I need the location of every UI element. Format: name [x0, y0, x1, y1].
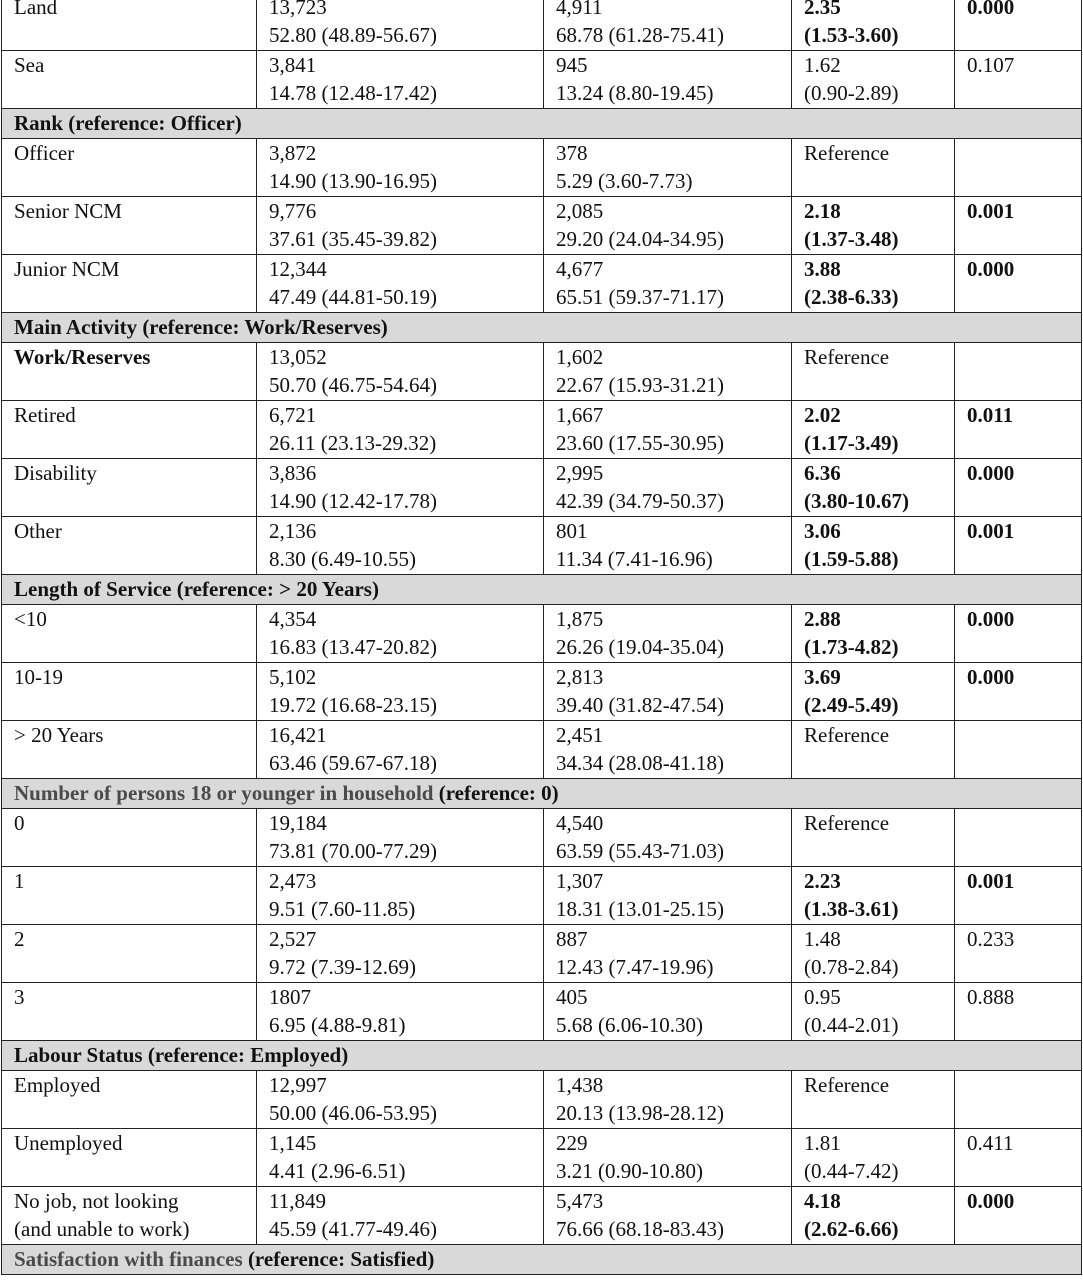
group-b-text: 20.13 (13.98-28.12)	[556, 1101, 724, 1125]
odds-ratio-text: 2.18	[804, 199, 841, 223]
odds-ratio-text: 6.36	[804, 461, 841, 485]
group-b-text: 22.67 (15.93-31.21)	[556, 373, 724, 397]
odds-ratio-text: (0.44-2.01)	[804, 1013, 899, 1037]
odds-ratio-text: (0.44-7.42)	[804, 1159, 899, 1183]
odds-ratio-text: Reference	[804, 345, 890, 369]
odds-ratio-text: 0.95	[804, 985, 841, 1009]
group-b-text: 42.39 (34.79-50.37)	[556, 489, 724, 513]
odds-ratio-cell	[792, 401, 955, 459]
section-title: Rank (reference: Officer)	[14, 111, 242, 135]
p-value-cell	[955, 343, 1082, 401]
row-label-text: 2	[14, 927, 25, 951]
odds-ratio-text: (2.62-6.66)	[804, 1217, 899, 1241]
group-b-text: 2,451	[556, 723, 604, 747]
row-label-cell	[2, 401, 257, 459]
row-label-text: Work/Reserves	[14, 345, 151, 369]
group-b-text: 26.26 (19.04-35.04)	[556, 635, 724, 659]
group-a-text: 45.59 (41.77-49.46)	[269, 1217, 437, 1241]
p-value-cell	[955, 517, 1082, 575]
section-header-cell	[2, 575, 1082, 605]
section-title: Length of Service (reference: > 20 Years)	[14, 577, 379, 601]
group-b-text: 1,667	[556, 403, 604, 427]
group-a-text: 12,344	[269, 257, 327, 281]
group-a-cell	[257, 1071, 544, 1129]
table-row	[2, 925, 1082, 983]
group-a-text: 52.80 (48.89-56.67)	[269, 23, 437, 47]
row-label-text: Disability	[14, 461, 97, 485]
row-label-text: Other	[14, 519, 62, 543]
p-value-text: 0.001	[967, 869, 1015, 893]
group-b-text: 2,085	[556, 199, 604, 223]
p-value-cell	[955, 925, 1082, 983]
group-b-cell	[544, 517, 792, 575]
p-value-cell	[955, 605, 1082, 663]
odds-ratio-text: 2.88	[804, 607, 841, 631]
p-value-text: 0.000	[967, 257, 1015, 281]
group-a-text: 4,354	[269, 607, 317, 631]
row-label-cell	[2, 343, 257, 401]
group-b-text: 12.43 (7.47-19.96)	[556, 955, 714, 979]
odds-ratio-text: (3.80-10.67)	[804, 489, 909, 513]
table-row	[2, 401, 1082, 459]
table-row	[2, 517, 1082, 575]
group-b-text: 1,875	[556, 607, 604, 631]
group-a-cell	[257, 663, 544, 721]
group-b-cell	[544, 867, 792, 925]
group-b-text: 65.51 (59.37-71.17)	[556, 285, 724, 309]
row-label-text: (and unable to work)	[14, 1217, 190, 1241]
section-title: Labour Status (reference: Employed)	[14, 1043, 349, 1067]
group-a-text: 9,776	[269, 199, 317, 223]
section-header-row	[2, 313, 1082, 343]
group-a-cell	[257, 0, 544, 51]
row-label-cell	[2, 1129, 257, 1187]
group-a-text: 73.81 (70.00-77.29)	[269, 839, 437, 863]
p-value-cell	[955, 197, 1082, 255]
group-a-cell	[257, 51, 544, 109]
group-b-cell	[544, 139, 792, 197]
group-a-text: 3,872	[269, 141, 317, 165]
group-b-text: 4,540	[556, 811, 604, 835]
group-b-text: 68.78 (61.28-75.41)	[556, 23, 724, 47]
group-a-text: 1807	[269, 985, 311, 1009]
group-a-text: 50.00 (46.06-53.95)	[269, 1101, 437, 1125]
row-label-text: 1	[14, 869, 25, 893]
group-a-text: 14.90 (12.42-17.78)	[269, 489, 437, 513]
group-a-cell	[257, 459, 544, 517]
p-value-cell	[955, 663, 1082, 721]
group-a-cell	[257, 721, 544, 779]
table-row	[2, 255, 1082, 313]
row-label-text: 3	[14, 985, 25, 1009]
table-row	[2, 1187, 1082, 1245]
group-a-text: 1,145	[269, 1131, 317, 1155]
odds-ratio-text: 2.23	[804, 869, 841, 893]
group-a-text: 11,849	[269, 1189, 326, 1213]
group-b-cell	[544, 925, 792, 983]
section-header-cell	[2, 1041, 1082, 1071]
table-row	[2, 605, 1082, 663]
group-a-cell	[257, 983, 544, 1041]
odds-ratio-cell	[792, 867, 955, 925]
results-table-body	[2, 0, 1082, 1275]
p-value-text: 0.011	[967, 403, 1014, 427]
odds-ratio-text: Reference	[804, 811, 890, 835]
group-a-text: 6,721	[269, 403, 317, 427]
odds-ratio-text: (1.38-3.61)	[804, 897, 899, 921]
group-b-text: 229	[556, 1131, 588, 1155]
odds-ratio-cell	[792, 343, 955, 401]
group-b-cell	[544, 401, 792, 459]
p-value-cell	[955, 459, 1082, 517]
table-row	[2, 343, 1082, 401]
group-a-text: 63.46 (59.67-67.18)	[269, 751, 437, 775]
p-value-text: 0.233	[967, 927, 1015, 951]
table-row	[2, 0, 1082, 51]
group-b-text: 945	[556, 53, 588, 77]
section-title: Main Activity (reference: Work/Reserves)	[14, 315, 388, 339]
odds-ratio-text: (2.49-5.49)	[804, 693, 899, 717]
odds-ratio-text: Reference	[804, 141, 890, 165]
group-a-text: 3,836	[269, 461, 317, 485]
p-value-text: 0.888	[967, 985, 1015, 1009]
odds-ratio-cell	[792, 1071, 955, 1129]
p-value-cell	[955, 1071, 1082, 1129]
group-a-text: 6.95 (4.88-9.81)	[269, 1013, 406, 1037]
table-row	[2, 663, 1082, 721]
group-b-text: 34.34 (28.08-41.18)	[556, 751, 724, 775]
row-label-cell	[2, 605, 257, 663]
row-label-cell	[2, 721, 257, 779]
group-b-cell	[544, 0, 792, 51]
group-b-cell	[544, 663, 792, 721]
p-value-cell	[955, 255, 1082, 313]
group-a-text: 13,723	[269, 0, 327, 19]
section-reference: (reference: Satisfied)	[242, 1247, 435, 1271]
group-b-cell	[544, 809, 792, 867]
odds-ratio-cell	[792, 197, 955, 255]
row-label-text: Officer	[14, 141, 75, 165]
group-b-text: 887	[556, 927, 588, 951]
row-label-text: Sea	[14, 53, 45, 77]
table-row	[2, 139, 1082, 197]
group-b-text: 5.29 (3.60-7.73)	[556, 169, 693, 193]
group-b-cell	[544, 51, 792, 109]
odds-ratio-text: (1.53-3.60)	[804, 23, 899, 47]
odds-ratio-cell	[792, 1187, 955, 1245]
p-value-cell	[955, 809, 1082, 867]
section-title: Satisfaction with finances	[14, 1247, 243, 1271]
row-label-cell	[2, 663, 257, 721]
odds-ratio-text: Reference	[804, 1073, 890, 1097]
odds-ratio-text: (0.78-2.84)	[804, 955, 899, 979]
p-value-text: 0.001	[967, 519, 1015, 543]
odds-ratio-text: 1.62	[804, 53, 841, 77]
table-row	[2, 1129, 1082, 1187]
group-b-text: 13.24 (8.80-19.45)	[556, 81, 714, 105]
group-b-cell	[544, 983, 792, 1041]
row-label-cell	[2, 867, 257, 925]
group-a-cell	[257, 867, 544, 925]
odds-ratio-text: 2.35	[804, 0, 841, 19]
group-a-text: 19.72 (16.68-23.15)	[269, 693, 437, 717]
table-row	[2, 459, 1082, 517]
group-a-text: 12,997	[269, 1073, 327, 1097]
table-row	[2, 809, 1082, 867]
odds-ratio-cell	[792, 459, 955, 517]
odds-ratio-text: 1.48	[804, 927, 841, 951]
section-header-cell	[2, 313, 1082, 343]
group-b-text: 2,813	[556, 665, 604, 689]
odds-ratio-cell	[792, 255, 955, 313]
group-a-text: 13,052	[269, 345, 327, 369]
p-value-text: 0.000	[967, 665, 1015, 689]
row-label-cell	[2, 1187, 257, 1245]
group-b-text: 378	[556, 141, 588, 165]
odds-ratio-cell	[792, 721, 955, 779]
row-label-text: No job, not looking	[14, 1189, 179, 1213]
p-value-text: 0.000	[967, 607, 1015, 631]
row-label-text: <10	[14, 607, 47, 631]
p-value-text: 0.000	[967, 1189, 1015, 1213]
row-label-cell	[2, 925, 257, 983]
row-label-text: Senior NCM	[14, 199, 122, 223]
group-a-text: 19,184	[269, 811, 327, 835]
group-a-text: 4.41 (2.96-6.51)	[269, 1159, 406, 1183]
section-header-cell	[2, 779, 1082, 809]
group-a-text: 5,102	[269, 665, 317, 689]
group-a-cell	[257, 1187, 544, 1245]
group-a-text: 2,473	[269, 869, 317, 893]
row-label-text: Land	[14, 0, 58, 19]
group-b-text: 63.59 (55.43-71.03)	[556, 839, 724, 863]
p-value-text: 0.000	[967, 0, 1015, 19]
p-value-cell	[955, 139, 1082, 197]
group-a-text: 2,527	[269, 927, 317, 951]
row-label-cell	[2, 459, 257, 517]
group-a-cell	[257, 605, 544, 663]
group-b-text: 405	[556, 985, 588, 1009]
group-a-cell	[257, 401, 544, 459]
row-label-text: Junior NCM	[14, 257, 120, 281]
group-b-text: 1,307	[556, 869, 604, 893]
group-b-cell	[544, 343, 792, 401]
group-a-text: 37.61 (35.45-39.82)	[269, 227, 437, 251]
p-value-cell	[955, 867, 1082, 925]
group-a-cell	[257, 139, 544, 197]
group-a-text: 14.90 (13.90-16.95)	[269, 169, 437, 193]
table-row	[2, 983, 1082, 1041]
group-b-cell	[544, 605, 792, 663]
group-a-cell	[257, 809, 544, 867]
table-row	[2, 721, 1082, 779]
group-a-cell	[257, 197, 544, 255]
p-value-cell	[955, 1129, 1082, 1187]
p-value-text: 0.001	[967, 199, 1015, 223]
p-value-cell	[955, 983, 1082, 1041]
group-b-text: 39.40 (31.82-47.54)	[556, 693, 724, 717]
row-label-cell	[2, 139, 257, 197]
row-label-cell	[2, 983, 257, 1041]
group-b-text: 5,473	[556, 1189, 604, 1213]
group-b-cell	[544, 1187, 792, 1245]
row-label-text: Unemployed	[14, 1131, 123, 1155]
row-label-text: 10-19	[14, 665, 63, 689]
row-label-cell	[2, 517, 257, 575]
section-header-cell	[2, 1245, 1082, 1275]
group-b-text: 3.21 (0.90-10.80)	[556, 1159, 703, 1183]
p-value-cell	[955, 0, 1082, 51]
row-label-cell	[2, 51, 257, 109]
odds-ratio-text: (1.17-3.49)	[804, 431, 899, 455]
odds-ratio-text: 3.88	[804, 257, 841, 281]
group-a-cell	[257, 343, 544, 401]
group-a-cell	[257, 517, 544, 575]
group-a-text: 3,841	[269, 53, 317, 77]
group-b-text: 23.60 (17.55-30.95)	[556, 431, 724, 455]
section-header-row	[2, 109, 1082, 139]
group-a-cell	[257, 925, 544, 983]
section-header-row	[2, 779, 1082, 809]
group-a-cell	[257, 255, 544, 313]
row-label-cell	[2, 0, 257, 51]
row-label-cell	[2, 255, 257, 313]
table-row	[2, 1071, 1082, 1129]
odds-ratio-text: (1.37-3.48)	[804, 227, 899, 251]
p-value-text: 0.000	[967, 461, 1015, 485]
odds-ratio-text: Reference	[804, 723, 890, 747]
section-header-row	[2, 575, 1082, 605]
section-header-cell	[2, 109, 1082, 139]
odds-ratio-cell	[792, 605, 955, 663]
group-b-text: 29.20 (24.04-34.95)	[556, 227, 724, 251]
odds-ratio-text: (0.90-2.89)	[804, 81, 899, 105]
group-b-text: 4,911	[556, 0, 603, 19]
group-b-text: 801	[556, 519, 588, 543]
p-value-text: 0.411	[967, 1131, 1014, 1155]
p-value-cell	[955, 1187, 1082, 1245]
group-a-text: 16,421	[269, 723, 327, 747]
group-b-cell	[544, 721, 792, 779]
row-label-text: Retired	[14, 403, 76, 427]
row-label-text: > 20 Years	[14, 723, 104, 747]
group-b-cell	[544, 459, 792, 517]
p-value-cell	[955, 721, 1082, 779]
section-reference: (reference: 0)	[433, 781, 559, 805]
odds-ratio-cell	[792, 809, 955, 867]
group-a-text: 8.30 (6.49-10.55)	[269, 547, 416, 571]
group-a-text: 2,136	[269, 519, 317, 543]
p-value-cell	[955, 401, 1082, 459]
group-b-text: 5.68 (6.06-10.30)	[556, 1013, 703, 1037]
section-header-row	[2, 1041, 1082, 1071]
group-b-cell	[544, 197, 792, 255]
odds-ratio-text: (1.59-5.88)	[804, 547, 899, 571]
group-a-text: 14.78 (12.48-17.42)	[269, 81, 437, 105]
group-b-text: 76.66 (68.18-83.43)	[556, 1217, 724, 1241]
group-b-text: 2,995	[556, 461, 604, 485]
section-title: Number of persons 18 or younger in household	[14, 781, 434, 805]
group-a-text: 9.51 (7.60-11.85)	[269, 897, 416, 921]
group-b-text: 4,677	[556, 257, 604, 281]
odds-ratio-cell	[792, 139, 955, 197]
odds-ratio-text: (1.73-4.82)	[804, 635, 899, 659]
odds-ratio-cell	[792, 1129, 955, 1187]
group-b-text: 1,602	[556, 345, 604, 369]
odds-ratio-cell	[792, 51, 955, 109]
odds-ratio-text: (2.38-6.33)	[804, 285, 899, 309]
odds-ratio-text: 3.06	[804, 519, 841, 543]
group-b-cell	[544, 1129, 792, 1187]
table-row	[2, 51, 1082, 109]
odds-ratio-text: 4.18	[804, 1189, 841, 1213]
p-value-text: 0.107	[967, 53, 1015, 77]
group-b-text: 1,438	[556, 1073, 604, 1097]
p-value-cell	[955, 51, 1082, 109]
row-label-cell	[2, 197, 257, 255]
odds-ratio-cell	[792, 0, 955, 51]
table-row	[2, 197, 1082, 255]
section-header-row	[2, 1245, 1082, 1275]
odds-ratio-text: 2.02	[804, 403, 841, 427]
row-label-text: 0	[14, 811, 25, 835]
group-b-cell	[544, 255, 792, 313]
odds-ratio-cell	[792, 517, 955, 575]
odds-ratio-cell	[792, 983, 955, 1041]
odds-ratio-cell	[792, 925, 955, 983]
odds-ratio-text: 1.81	[804, 1131, 841, 1155]
row-label-cell	[2, 809, 257, 867]
group-b-cell	[544, 1071, 792, 1129]
group-a-text: 26.11 (23.13-29.32)	[269, 431, 437, 455]
row-label-text: Employed	[14, 1073, 101, 1097]
group-a-text: 16.83 (13.47-20.82)	[269, 635, 437, 659]
table-row	[2, 867, 1082, 925]
odds-ratio-cell	[792, 663, 955, 721]
group-a-text: 47.49 (44.81-50.19)	[269, 285, 437, 309]
group-a-text: 50.70 (46.75-54.64)	[269, 373, 437, 397]
group-b-text: 18.31 (13.01-25.15)	[556, 897, 724, 921]
group-a-cell	[257, 1129, 544, 1187]
group-a-text: 9.72 (7.39-12.69)	[269, 955, 416, 979]
row-label-cell	[2, 1071, 257, 1129]
odds-ratio-text: 3.69	[804, 665, 841, 689]
group-b-text: 11.34 (7.41-16.96)	[556, 547, 713, 571]
results-table	[1, 0, 1082, 1275]
